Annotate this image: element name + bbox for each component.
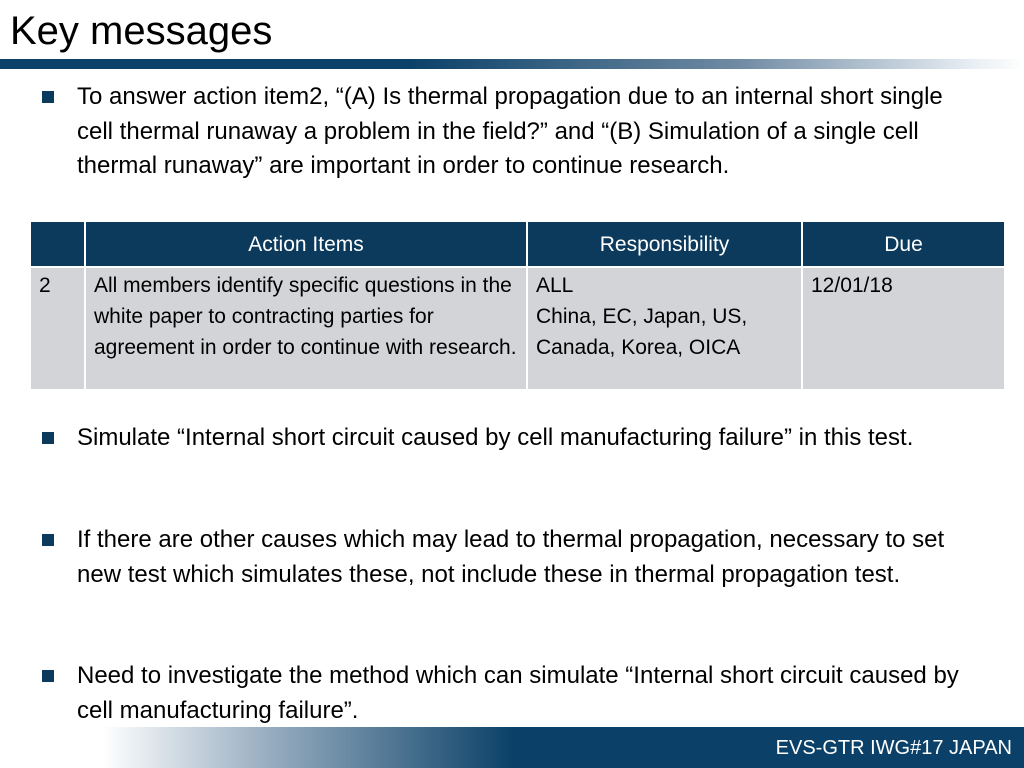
bullet-item-other-causes — [42, 523, 982, 592]
table-row — [31, 267, 1004, 389]
bullet-item-investigate — [42, 659, 982, 728]
bullet-item-action-item2 — [42, 80, 982, 184]
header-number — [31, 222, 85, 267]
responsibility-parties: China, EC, Japan, US, Canada, Korea, OICA — [536, 305, 748, 359]
bullet-text: If there are other causes which may lead to thermal propagation, necessary to set new test which simulates these, not include these in thermal propagation test. — [77, 526, 945, 588]
footer-bar — [0, 727, 1024, 768]
cell-due: 12/01/18 — [802, 267, 1004, 389]
bullet-text: Simulate “Internal short circuit caused by cell manufacturing failure” in this test. — [77, 424, 914, 451]
cell-number: 2 — [31, 267, 85, 389]
table-header-row — [31, 222, 1004, 267]
bullet-text: To answer action item2, “(A) Is thermal propagation due to an internal short single cell thermal runaway a problem in the field?” and “(B) Simulation of a single cell thermal runaway” are important in order to continue research. — [77, 83, 943, 179]
title-underline-bar — [0, 59, 1024, 69]
footer-label: EVS-GTR IWG#17 JAPAN — [775, 737, 1012, 759]
page-title: Key messages — [10, 9, 273, 53]
square-bullet-icon — [42, 91, 54, 103]
header-due: Due — [802, 222, 1004, 267]
square-bullet-icon — [42, 432, 54, 444]
action-items-table — [31, 222, 1004, 389]
bullet-item-simulate — [42, 421, 982, 456]
square-bullet-icon — [42, 670, 54, 682]
header-responsibility: Responsibility — [527, 222, 802, 267]
cell-action: All members identify specific questions in the white paper to contracting parties for agreement in order to continue with research. — [85, 267, 527, 389]
bullet-text: Need to investigate the method which can simulate “Internal short circuit caused by cell manufacturing failure”. — [77, 662, 959, 724]
square-bullet-icon — [42, 534, 54, 546]
responsibility-all: ALL — [536, 274, 574, 297]
cell-responsibility — [527, 267, 802, 389]
header-action-items: Action Items — [85, 222, 527, 267]
